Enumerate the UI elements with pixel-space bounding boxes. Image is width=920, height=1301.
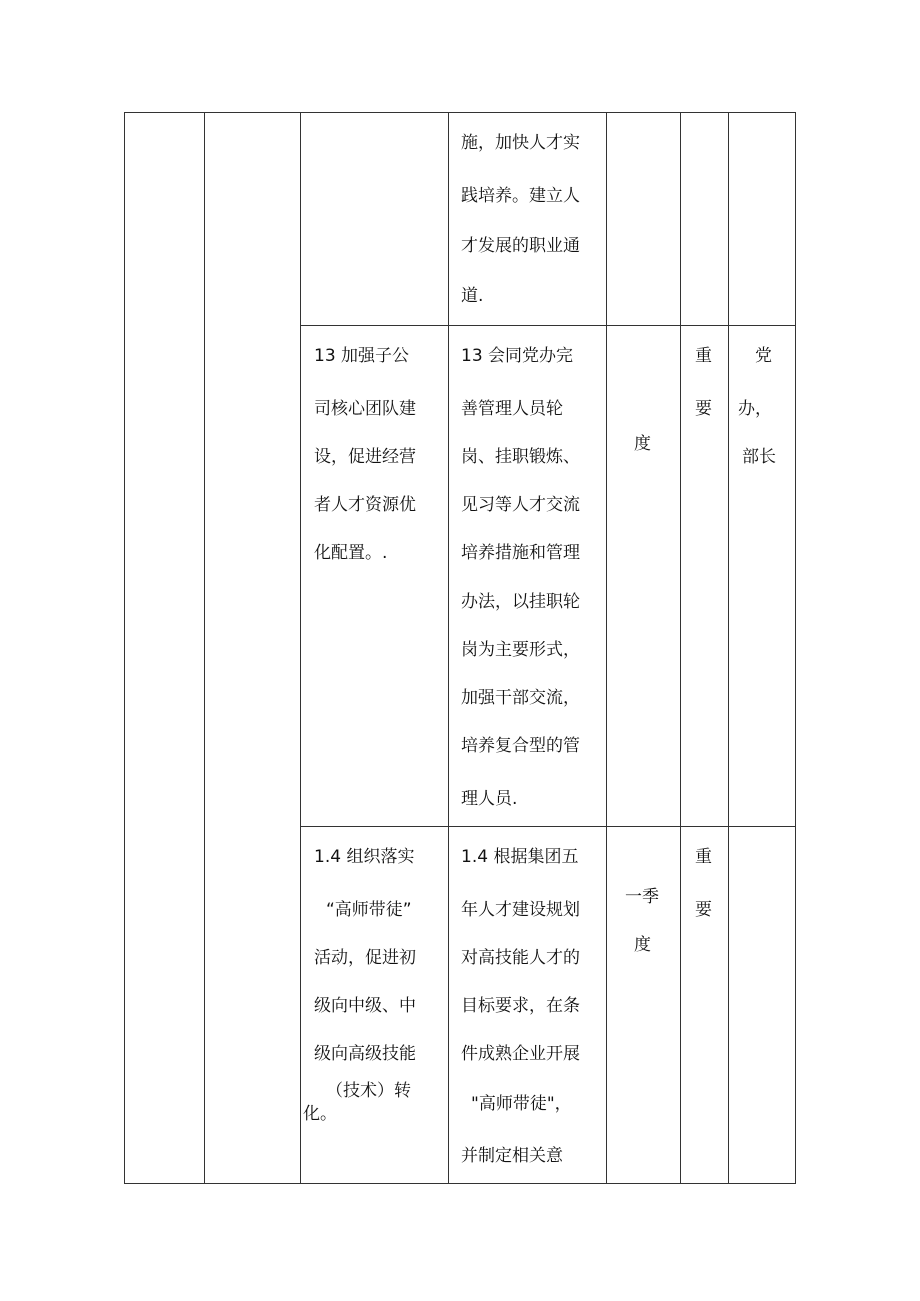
row3-task-line: 1.4 组织落实 [314, 847, 415, 867]
row2-owner-line: 党 [755, 346, 772, 366]
column-divider [204, 113, 205, 1183]
row3-measure-line: 1.4 根据集团五 [461, 847, 579, 867]
row3-task-line: 级向中级、中 [314, 996, 416, 1016]
row3-measure-line: 年人才建设规划 [461, 900, 580, 920]
row1-measure-line: 道. [461, 286, 484, 306]
row3-task-line: 化。 [303, 1104, 337, 1124]
row2-time: 度 [634, 434, 651, 454]
row2-task-line: 者人才资源优 [314, 495, 416, 515]
row3-measure-line: "高师带徒"， [471, 1094, 572, 1114]
row3-measure-line: 并制定相关意 [461, 1146, 563, 1166]
row3-time-line: 一季 [625, 887, 659, 907]
row3-time-line: 度 [634, 935, 651, 955]
row3-task-line: “高师带徒” [326, 900, 412, 920]
row2-measure-line: 岗为主要形式， [461, 640, 580, 660]
row2-measure-line: 理人员. [461, 789, 518, 809]
row2-task-line: 13 加强子公 [314, 346, 410, 366]
row1-measure-line: 施，加快人才实 [461, 133, 580, 153]
column-divider [448, 113, 449, 1183]
row3-level-line: 要 [695, 900, 712, 920]
column-divider [606, 113, 607, 1183]
column-divider [728, 113, 729, 1183]
row2-level-line: 重 [695, 346, 712, 366]
row2-measure-line: 13 会同党办完 [461, 346, 574, 366]
row2-measure-line: 善管理人员轮 [461, 399, 563, 419]
row-divider [300, 325, 795, 326]
row2-measure-line: 见习等人才交流 [461, 495, 580, 515]
row2-measure-line: 办法，以挂职轮 [461, 592, 580, 612]
row2-task-line: 司核心团队建 [314, 399, 416, 419]
row2-measure-line: 岗、挂职锻炼、 [461, 447, 580, 467]
row3-measure-line: 目标要求，在条 [461, 996, 580, 1016]
column-divider [300, 113, 301, 1183]
row3-measure-line: 对高技能人才的 [461, 948, 580, 968]
column-divider [680, 113, 681, 1183]
row-divider [300, 826, 795, 827]
row3-task-line: 级向高级技能 [314, 1044, 416, 1064]
row3-measure-line: 件成熟企业开展 [461, 1044, 580, 1064]
row2-task-line: 化配置。. [314, 543, 388, 563]
row2-measure-line: 培养措施和管理 [461, 543, 580, 563]
row1-measure-line: 才发展的职业通 [461, 236, 580, 256]
row2-task-line: 设，促进经营 [314, 447, 416, 467]
row3-task-line: 活动，促进初 [314, 948, 416, 968]
work-plan-table [124, 112, 796, 1184]
row3-level-line: 重 [695, 847, 712, 867]
row2-owner-line: 部长 [742, 447, 776, 467]
row2-level-line: 要 [695, 399, 712, 419]
row2-measure-line: 培养复合型的管 [461, 736, 580, 756]
row3-task-line: （技术）转 [326, 1081, 411, 1101]
row1-measure-line: 践培养。建立人 [461, 186, 580, 206]
row2-owner-line: 办， [738, 399, 772, 419]
row2-measure-line: 加强干部交流， [461, 688, 580, 708]
